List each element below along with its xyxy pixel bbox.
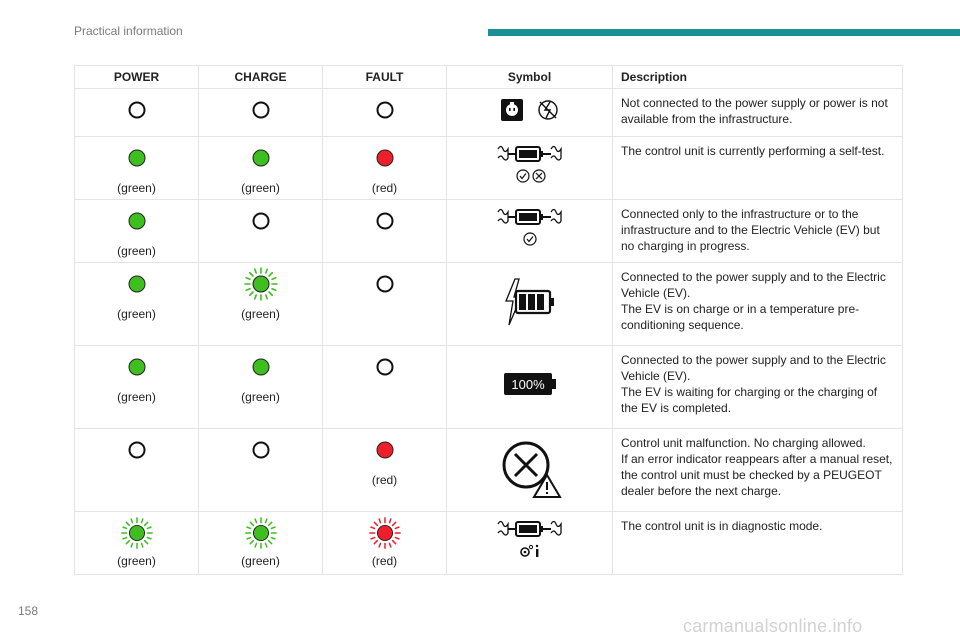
power-led-off-icon (128, 441, 146, 459)
charge-led-label: (green) (241, 181, 280, 195)
power-cell (75, 512, 199, 575)
symbol-cell (447, 200, 613, 263)
fault-led-off-icon (376, 101, 394, 119)
power-led-label: (green) (117, 554, 156, 568)
description-text: Connected to the power supply and to the Electric Vehicle (EV). (621, 270, 886, 300)
fault-cell (323, 200, 447, 263)
fault-cell (323, 137, 447, 200)
fault-led-label: (red) (371, 181, 398, 195)
column-header-description: Description (613, 66, 903, 89)
power-led-label: (green) (117, 390, 156, 404)
table-row (75, 137, 903, 200)
description-text: The EV is on charge or in a temperature pre-conditioning sequence. (621, 302, 860, 332)
charge-cell (199, 89, 323, 137)
power-cell (75, 346, 199, 429)
power-cell (75, 429, 199, 512)
fault-led-red-icon (376, 149, 394, 167)
power-led-green-flashing-icon (120, 516, 154, 550)
power-cell (75, 200, 199, 263)
fault-cell (323, 512, 447, 575)
symbol-cell (447, 346, 613, 429)
charge-led-off-icon (252, 441, 270, 459)
power-led-green-icon (128, 358, 146, 376)
charge-cell (199, 512, 323, 575)
charge-led-off-icon (252, 212, 270, 230)
header-accent-bar (488, 29, 960, 36)
power-cell (75, 263, 199, 346)
column-header-symbol: Symbol (447, 66, 613, 89)
table-row (75, 263, 903, 346)
charge-cell (199, 346, 323, 429)
malfunction-warning-icon (498, 437, 562, 499)
symbol-cell (447, 263, 613, 346)
charge-led-green-icon (252, 149, 270, 167)
description-text: If an error indicator reappears after a manual reset, the control unit must be checked by a PEUGEOT dealer before the next charge. (621, 452, 893, 498)
column-header-power: POWER (75, 66, 199, 89)
charge-led-off-icon (252, 101, 270, 119)
cable-battery-check-cross-icon (495, 143, 565, 187)
power-led-label: (green) (117, 307, 156, 321)
power-led-green-icon (128, 212, 146, 230)
cable-battery-check-icon (495, 206, 565, 250)
table-row (75, 346, 903, 429)
charge-cell (199, 429, 323, 512)
fault-led-label: (red) (371, 554, 398, 568)
fault-led-off-icon (376, 275, 394, 293)
charge-cell (199, 263, 323, 346)
fault-led-red-icon (376, 441, 394, 459)
symbol-cell (447, 512, 613, 575)
fault-cell (323, 89, 447, 137)
table-row (75, 512, 903, 575)
power-led-green-icon (128, 149, 146, 167)
section-title: Practical information (74, 24, 183, 38)
fault-led-label: (red) (371, 473, 398, 487)
led-status-table (74, 65, 903, 575)
cable-battery-diagnostic-icon (495, 518, 565, 562)
charge-led-label: (green) (241, 307, 280, 321)
symbol-cell (447, 429, 613, 512)
fault-cell (323, 346, 447, 429)
description-cell (613, 263, 903, 346)
charge-cell (199, 137, 323, 200)
charge-led-label: (green) (241, 554, 280, 568)
charge-led-green-icon (252, 358, 270, 376)
charge-cell (199, 200, 323, 263)
fault-led-off-icon (376, 212, 394, 230)
description-cell (613, 429, 903, 512)
table-row (75, 89, 903, 137)
fault-led-off-icon (376, 358, 394, 376)
table-row (75, 429, 903, 512)
description-text: The control unit is currently performing a self-test. (621, 144, 885, 158)
battery-full-icon (500, 372, 560, 396)
power-led-green-icon (128, 275, 146, 293)
power-led-label: (green) (117, 244, 156, 258)
battery-level-text: 100% (510, 377, 545, 392)
description-text: Connected only to the infrastructure or to the infrastructure and to the Electric Vehicle (EV) but no charging in progress. (621, 207, 880, 253)
description-text: The control unit is in diagnostic mode. (621, 519, 823, 533)
description-cell (613, 137, 903, 200)
fault-cell (323, 263, 447, 346)
power-cell (75, 137, 199, 200)
charging-battery-icon (500, 277, 560, 327)
symbol-cell (447, 137, 613, 200)
description-text: Connected to the power supply and to the Electric Vehicle (EV). (621, 353, 886, 383)
power-cell (75, 89, 199, 137)
description-cell (613, 346, 903, 429)
page-number: 158 (18, 604, 39, 618)
description-text: The EV is waiting for charging or the charging of the EV is completed. (621, 385, 878, 415)
charge-led-label: (green) (241, 390, 280, 404)
description-cell (613, 89, 903, 137)
symbol-cell (447, 89, 613, 137)
watermark: carmanualsonline.info (683, 616, 863, 636)
fault-cell (323, 429, 447, 512)
power-led-off-icon (128, 101, 146, 119)
table-header-row (75, 66, 903, 89)
column-header-fault: FAULT (323, 66, 447, 89)
plug-no-power-icon (495, 95, 565, 125)
table-row (75, 200, 903, 263)
description-text: Control unit malfunction. No charging allowed. (621, 436, 866, 450)
fault-led-red-flashing-icon (368, 516, 402, 550)
column-header-charge: CHARGE (199, 66, 323, 89)
description-text: Not connected to the power supply or power is not available from the infrastructure. (621, 96, 888, 126)
power-led-label: (green) (117, 181, 156, 195)
description-cell (613, 200, 903, 263)
charge-led-green-flashing-icon (244, 516, 278, 550)
charge-led-green-flashing-icon (243, 266, 279, 302)
description-cell (613, 512, 903, 575)
